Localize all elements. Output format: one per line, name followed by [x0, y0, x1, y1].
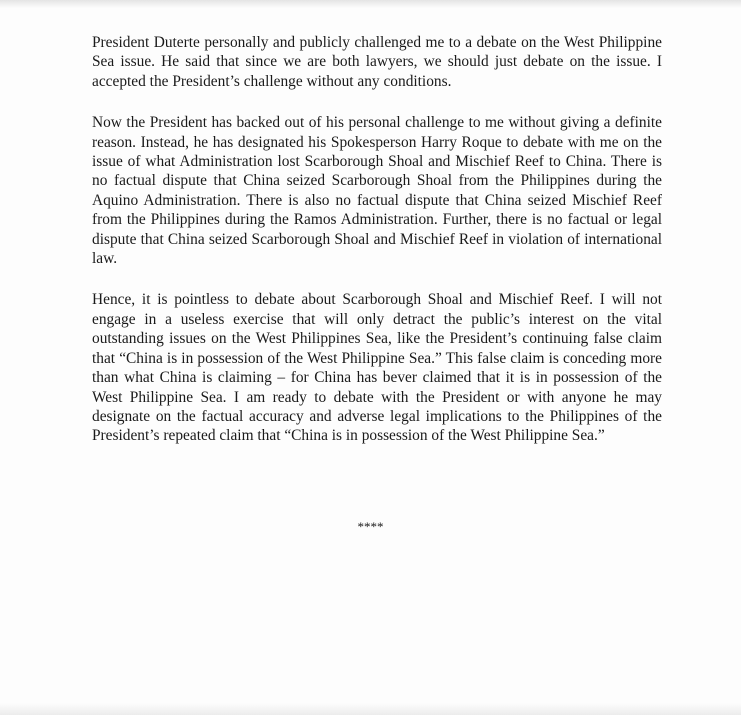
paragraph-pointless-debate: Hence, it is pointless to debate about Scarborough Shoal and Mischief Reef. I will not engage in a useless exercise that will only detract the public’s interest on the vital outstanding issues on the West Philippines Sea, like the President’s continuing false claim that “China is in possession of the West Philippine Sea.” This false claim is conceding more than what China is claiming – for China has bever claimed that it is in possession of the West Philippine Sea. I am ready to debate with the President or with anyone he may designate on the factual accuracy and adverse legal implications to the Philippines of the President’s repeated claim that “China is in possession of the West Philippine Sea.” [92, 291, 662, 445]
paragraph-debate-challenge: President Duterte personally and publicly challenged me to a debate on the West Philippine Sea issue. He said that since we are both lawyers, we should just debate on the issue. I accepted the President’s challenge without any conditions. [92, 34, 662, 90]
end-marker: **** [357, 519, 384, 534]
page-top-shadow [0, 0, 741, 8]
page-bottom-shadow [0, 703, 741, 715]
paragraph-backed-out: Now the President has backed out of his personal challenge to me without giving a definite reason. Instead, he has designated his Spokesperson Harry Roque to debate with me on the issue of what Administration lost Scarborough Shoal and Mischief Reef to China. There is no factual dispute that China seized Scarborough Shoal from the Philippines during the Aquino Administration. There is also no factual dispute that China seized Mischief Reef from the Philippines during the Ramos Administration. Further, there is no factual or legal dispute that China seized Scarborough Shoal and Mischief Reef in violation of international law. [92, 114, 662, 268]
statement-body [92, 33, 662, 468]
